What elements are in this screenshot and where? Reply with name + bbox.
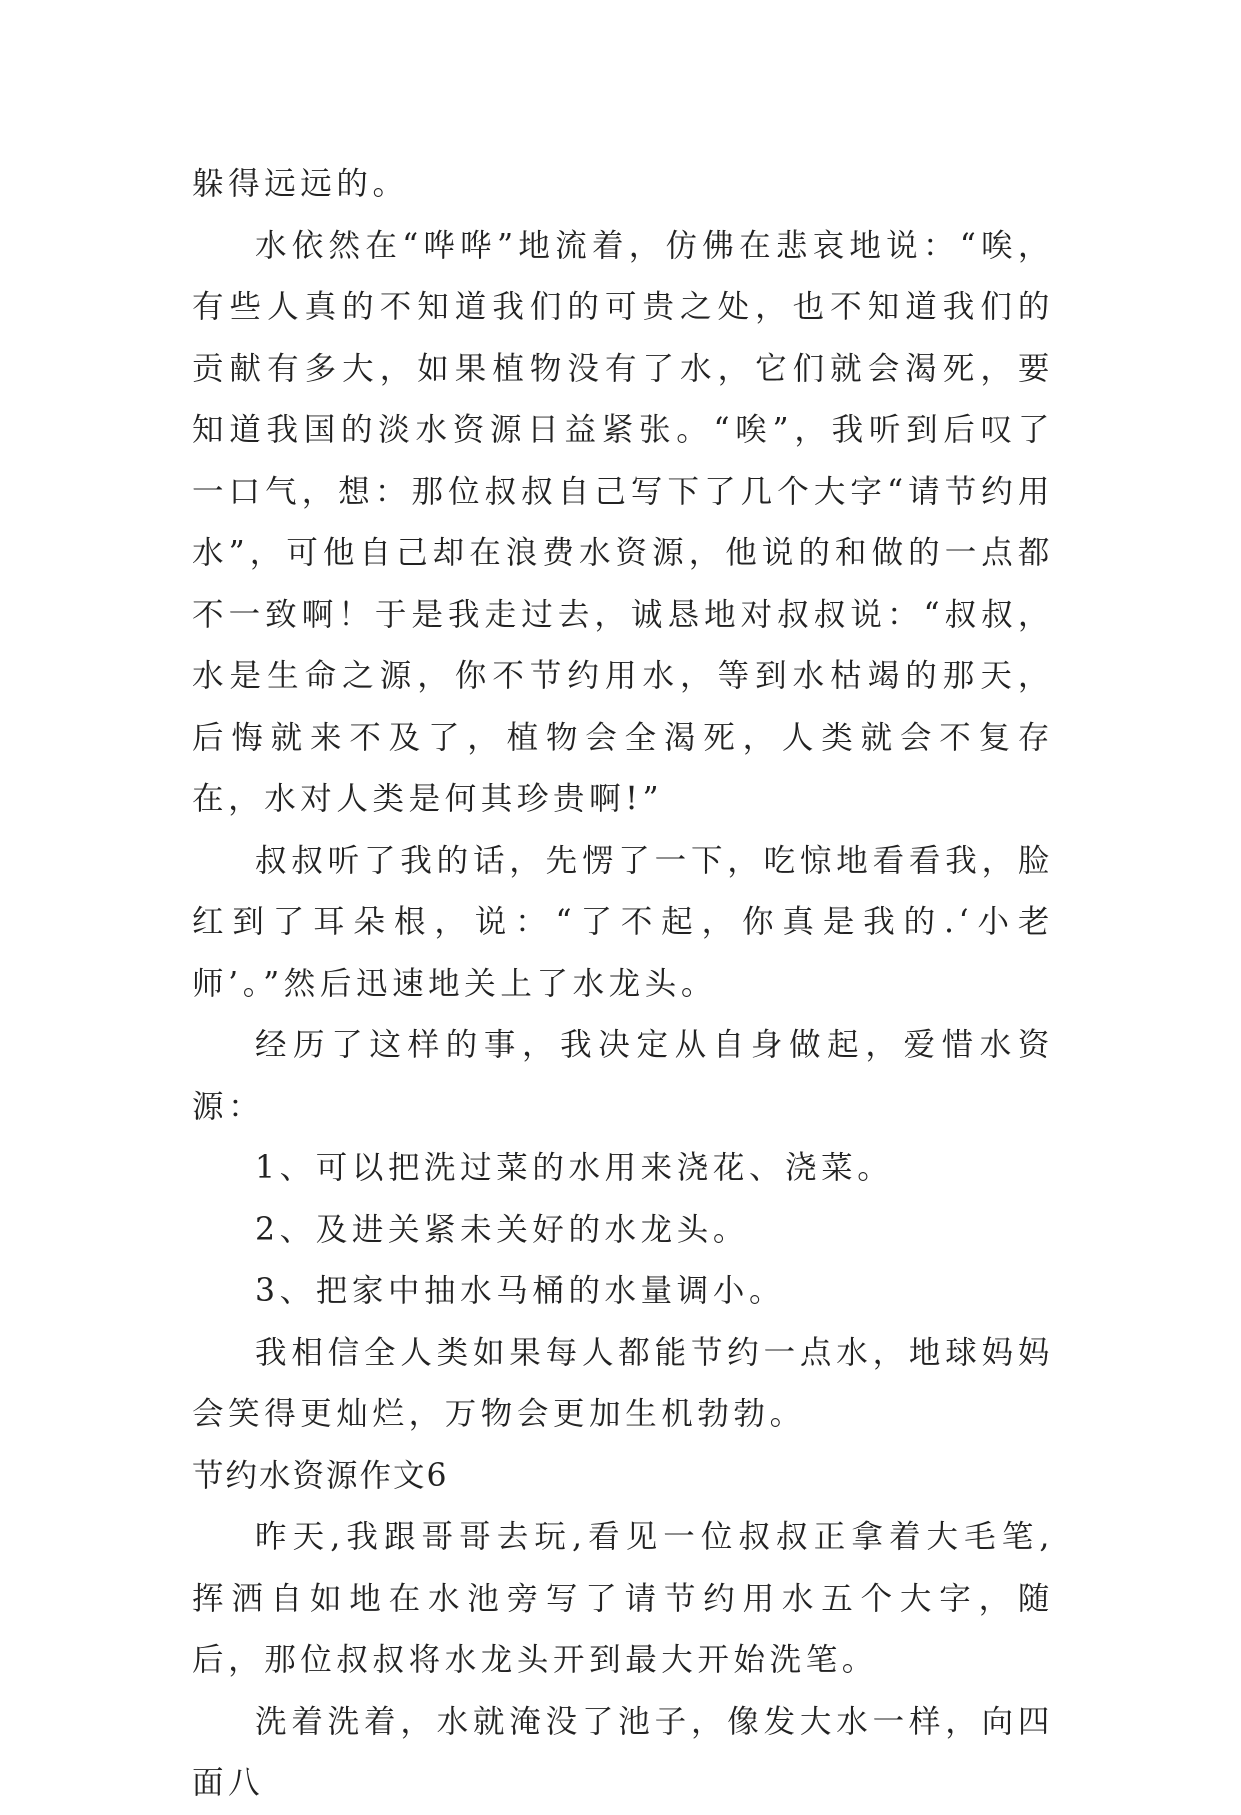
paragraph-water-speaks: 水依然在“哗哗”地流着，仿佛在悲哀地说：“唉，有些人真的不知道我们的可贵之处，也不知道我们的贡献有多大，如果植物没有了水，它们就会渴死，要知道我国的淡水资源日益紧张。“唉”，我听到后叹了一口气，想：那位叔叔自己写下了几个大字“请节约用水”，可他自己却在浪费水资源，他说的和做的一点都不一致啊！于是我走过去，诚恳地对叔叔说：“叔叔，水是生命之源，你不节约用水，等到水枯竭的那天，后悔就来不及了，植物会全渴死，人类就会不复存在，水对人类是何其珍贵啊!”: [192, 227, 1054, 817]
document-body: [192, 154, 1054, 1815]
paragraph-continuation: 躲得远远的。: [192, 166, 409, 202]
list-item-3: 3、把家中抽水马桶的水量调小。: [255, 1273, 786, 1309]
section-heading: 节约水资源作文6: [192, 1457, 449, 1494]
list-item-2: 2、及进关紧未关好的水龙头。: [255, 1211, 749, 1248]
paragraph-uncle-reply: 叔叔听了我的话，先愣了一下，吃惊地看看我，脸红到了耳朵根，说：“了不起，你真是我的.‘小老师’。”然后迅速地关上了水龙头。: [192, 842, 1054, 1002]
paragraph-belief: 我相信全人类如果每人都能节约一点水，地球妈妈会笑得更灿烂，万物会更加生机勃勃。: [192, 1334, 1054, 1432]
list-item-1: 1、可以把洗过菜的水用来浇花、浇菜。: [255, 1150, 894, 1186]
paragraph-yesterday: 昨天,我跟哥哥去玩,看见一位叔叔正拿着大毛笔,挥洒自如地在水池旁写了请节约用水五个大字，随后，那位叔叔将水龙头开到最大开始洗笔。: [192, 1519, 1054, 1678]
paragraph-washing: 洗着洗着，水就淹没了池子，像发大水一样，向四面八: [192, 1703, 1054, 1801]
paragraph-decision: 经历了这样的事，我决定从自身做起，爱惜水资源：: [192, 1027, 1054, 1125]
